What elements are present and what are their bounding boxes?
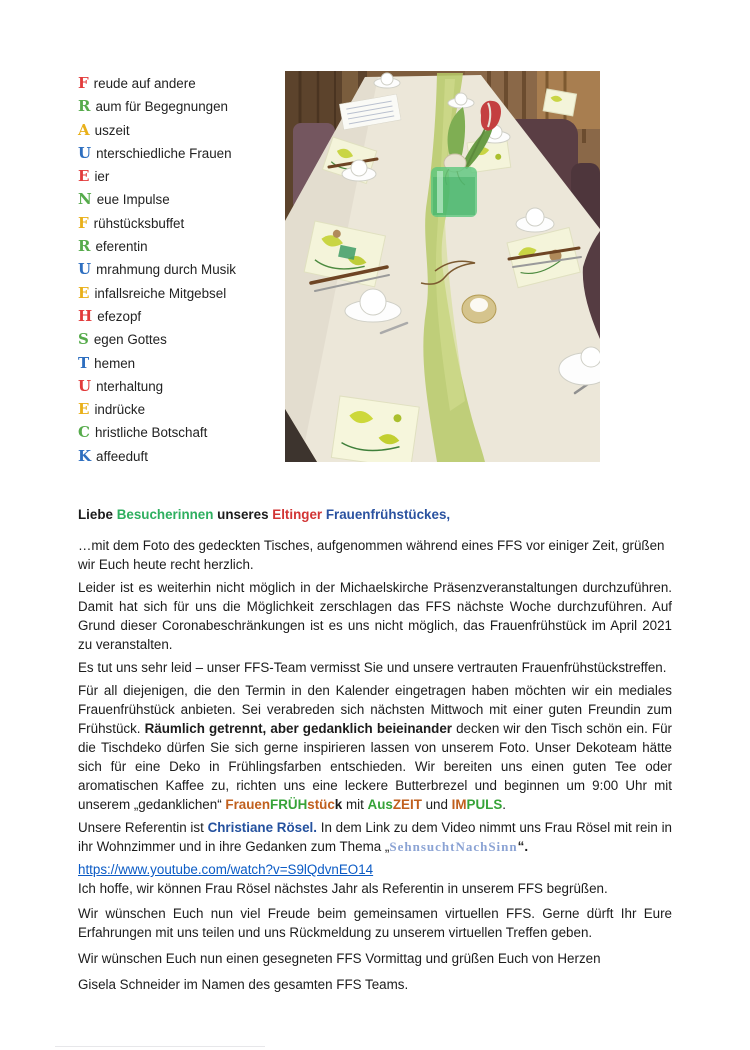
signature: Gisela Schneider im Namen des gesamten FFS Teams. <box>78 977 409 992</box>
acrostic-word: mrahmung durch Musik <box>96 262 237 278</box>
acrostic-word: eferentin <box>95 239 148 255</box>
acrostic-letter: F <box>78 74 89 92</box>
letter-body <box>78 505 672 994</box>
paragraph-intro: …mit dem Foto des gedeckten Tisches, aufgenommen während eines FFS vor einiger Zeit, grüßen wir Euch heute recht herzlich. <box>78 538 665 572</box>
acrostic-row <box>78 421 236 444</box>
paragraph-virtual-ffs <box>78 681 672 814</box>
highlight-puls: PULS <box>466 797 503 812</box>
acrostic-letter: R <box>78 97 91 116</box>
acrostic-letter: H <box>78 306 93 325</box>
acrostic-word: hemen <box>94 355 136 371</box>
acrostic-letter: T <box>78 353 90 372</box>
acrostic-letter: U <box>78 143 92 162</box>
acrostic-row <box>78 282 236 305</box>
paragraph-regret: Es tut uns sehr leid – unser FFS-Team vermisst Sie und unsere vertrauten Frauenfrühstückstreffen. <box>78 660 667 675</box>
acrostic-row <box>78 95 236 118</box>
paragraph-corona: Leider ist es weiterhin nicht möglich in der Michaelskirche Präsenzveranstaltungen durchzuführen. Damit hat sich für uns die Möglichkeit zerschlagen das FFS nächste Woche durchzuführen. Auf Grund dieser Coronabeschränkungen ist es uns nicht möglich, das Frauenfrühstück im April 2021 zu veranstalten. <box>78 580 672 652</box>
acrostic-letter: K <box>78 446 92 465</box>
acrostic-frauenfruehstueck <box>78 72 236 468</box>
highlight-stuec: stüc <box>307 797 335 812</box>
acrostic-row <box>78 212 236 235</box>
acrostic-letter: F <box>78 213 89 232</box>
acrostic-word: indrücke <box>94 402 146 418</box>
acrostic-word: rühstücksbuffet <box>93 215 185 231</box>
youtube-link-line <box>78 860 672 879</box>
acrostic-row <box>78 119 236 142</box>
salutation <box>78 505 672 524</box>
acrostic-letter: R <box>78 237 91 256</box>
acrostic-letter: U <box>78 260 92 279</box>
highlight-eltinger: Eltinger <box>272 507 323 522</box>
highlight-zeit: ZEIT <box>392 797 422 812</box>
paragraph-hope: Ich hoffe, wir können Frau Rösel nächstes Jahr als Referentin in unserem FFS begrüßen. <box>78 881 608 896</box>
text-segment: mit <box>342 797 368 812</box>
acrostic-row <box>78 165 236 188</box>
page-edge-artifact <box>55 1046 265 1047</box>
acrostic-row <box>78 398 236 421</box>
highlight-raeumlich-getrennt: Räumlich getrennt, aber gedanklich beieinander <box>144 721 452 736</box>
acrostic-letter: E <box>78 167 90 186</box>
paragraph-blessing: Wir wünschen Euch nun einen gesegneten FFS Vormittag und grüßen Euch von Herzen <box>78 951 601 966</box>
acrostic-row <box>78 188 236 211</box>
highlight-k: k <box>334 797 343 812</box>
acrostic-row <box>78 258 236 281</box>
text-segment: „ <box>384 839 390 854</box>
highlight-frauen: Frauen <box>225 797 271 812</box>
highlight-im: IM <box>451 797 467 812</box>
text-segment: Unsere Referentin ist <box>78 820 208 835</box>
table-photo <box>285 71 600 462</box>
text-segment: . <box>502 797 506 812</box>
text-segment: Liebe <box>78 507 117 522</box>
acrostic-row <box>78 235 236 258</box>
acrostic-word: eue Impulse <box>96 192 170 208</box>
acrostic-row <box>78 375 236 398</box>
acrostic-word: uszeit <box>94 122 130 138</box>
acrostic-row <box>78 352 236 375</box>
acrostic-letter: U <box>78 376 92 395</box>
highlight-christiane-roesel: Christiane Rösel. <box>207 820 317 835</box>
tealight-candle <box>462 295 496 323</box>
acrostic-letter: A <box>78 120 90 139</box>
acrostic-letter: C <box>78 423 90 442</box>
paragraph-referentin <box>78 818 672 856</box>
text-segment: decken wir den Tisch schön ein. Für die Tischdeko dürfen Sie sich gerne inspirieren lassen von unserem Foto. Unser Dekoteam hätte sich für eine Deko in Frühlingsfarben entschieden. Wir bereiten uns einen guten Tee oder aromatischen Kaffee zu, richten uns eine leckere Butterbrezel und beginnen um 9:00 Uhr mit unserem „gedanklichen“ <box>78 721 672 812</box>
text-segment: In dem Link zu dem Video nimmt uns Frau Rösel mit rein in ihr Wohnzimmer und in ihre Gedanken zum Thema <box>78 820 673 854</box>
text-segment: Für all diejenigen, die den Termin in den Kalender eingetragen haben möchten wir ein mediales Frauenfrühstück anbieten. Sei verabreden sich nächsten Mittwoch mit einer guten Freundin zum Frühstück. <box>78 683 672 736</box>
highlight-frauenfruehstueckes: Frauenfrühstückes, <box>322 507 451 522</box>
acrostic-word: aum für Begegnungen <box>95 99 228 115</box>
highlight-besucherinnen: Besucherinnen <box>116 507 214 522</box>
highlight-frueh: FRÜH <box>270 797 308 812</box>
acrostic-letter: E <box>78 400 90 419</box>
acrostic-row <box>78 72 236 95</box>
acrostic-word: hristliche Botschaft <box>94 425 208 441</box>
text-segment: und <box>421 797 452 812</box>
acrostic-row <box>78 305 236 328</box>
acrostic-word: efezopf <box>97 308 142 324</box>
acrostic-row <box>78 445 236 468</box>
paragraph-wishes: Wir wünschen Euch nun viel Freude beim gemeinsamen virtuellen FFS. Gerne dürft Ihr Eure Erfahrungen mit uns teilen und uns Rückmeldung zu unserem virtuellen Treffen geben. <box>78 906 672 940</box>
acrostic-word: reude auf andere <box>93 76 196 91</box>
acrostic-word: ier <box>94 169 110 185</box>
acrostic-word: infallsreiche Mitgebsel <box>94 285 227 301</box>
acrostic-letter: N <box>78 190 92 209</box>
highlight-aus: Aus <box>367 797 393 812</box>
acrostic-word: nterschiedliche Frauen <box>96 145 232 161</box>
acrostic-letter: E <box>78 283 90 302</box>
acrostic-word: egen Gottes <box>93 332 167 348</box>
acrostic-row <box>78 328 236 351</box>
text-segment: “. <box>517 839 529 854</box>
youtube-link[interactable]: https://www.youtube.com/watch?v=S9lQdvnEO14 <box>78 862 374 877</box>
acrostic-word: affeeduft <box>96 448 148 464</box>
acrostic-row <box>78 142 236 165</box>
highlight-sehnsuchtnachsinn: SehnsuchtNachSinn <box>389 839 518 854</box>
acrostic-word: nterhaltung <box>96 378 164 394</box>
text-segment: unseres <box>213 507 273 522</box>
acrostic-letter: S <box>78 330 89 349</box>
